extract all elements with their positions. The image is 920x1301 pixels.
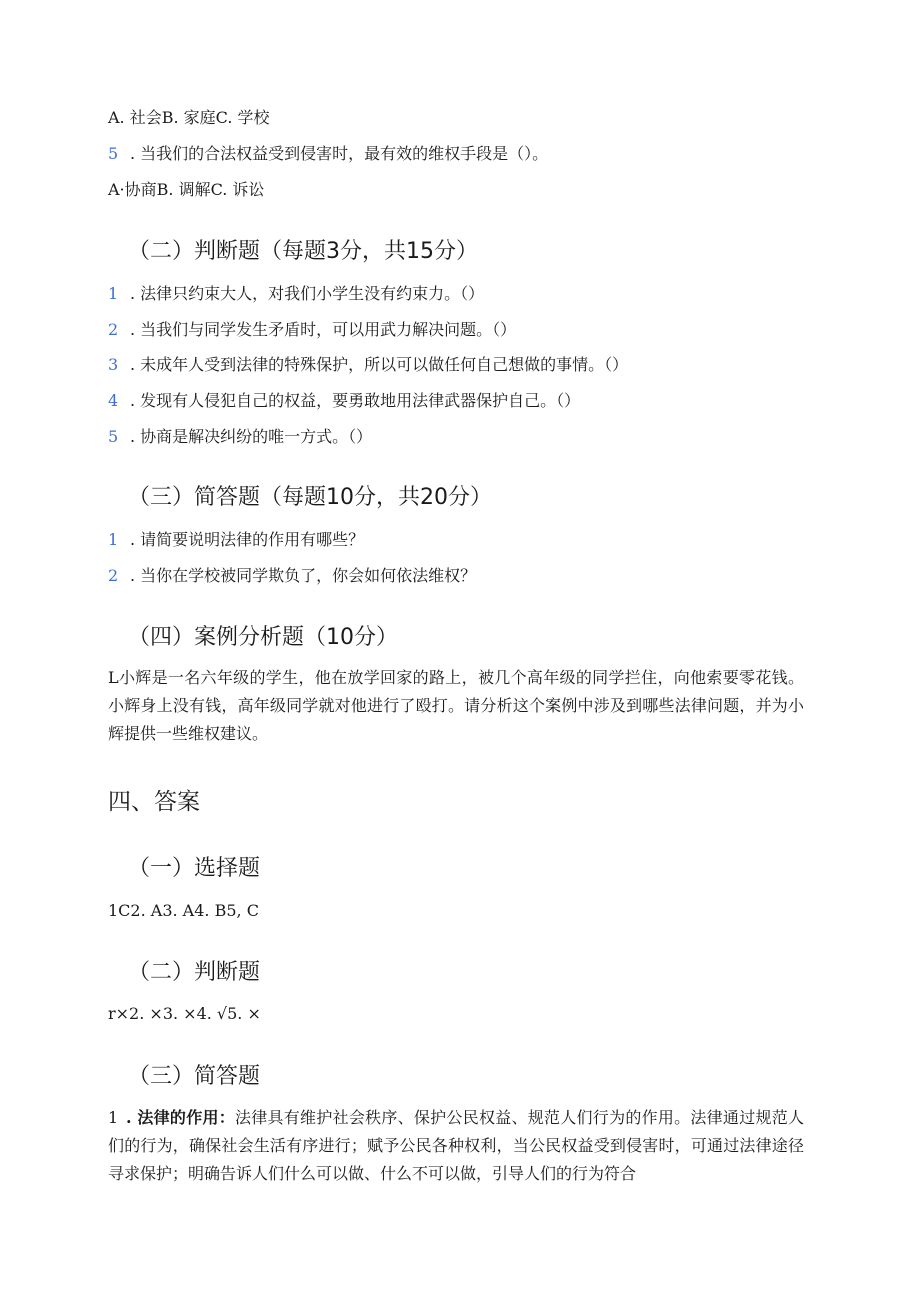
- question-text: . 当我们的合法权益受到侵害时，最有效的维权手段是（）。: [130, 144, 549, 163]
- question-text: . 未成年人受到法律的特殊保护，所以可以做任何自己想做的事情。（）: [130, 355, 629, 374]
- answers-title: 四、答案: [108, 789, 200, 815]
- section-judge-title: （二）判断题（每题3分，共15分）: [128, 239, 478, 264]
- question-number: 1: [108, 284, 119, 303]
- question-number: 1: [108, 530, 119, 549]
- answers-short-title: （三）简答题: [128, 1064, 261, 1089]
- question-number: 4: [108, 391, 119, 410]
- answers-short-item-1: [108, 1104, 804, 1188]
- question-number: 5: [108, 427, 119, 446]
- short-item-1: [108, 530, 364, 550]
- judge-item-1: [108, 284, 484, 304]
- judge-item-2: [108, 320, 516, 340]
- section-case-title: （四）案例分析题（10分）: [128, 625, 398, 650]
- choice-q4-options: A. 社会B. 家庭C. 学校: [108, 108, 270, 127]
- choice-q5: [108, 144, 548, 164]
- answers-choice-text: 1C2. A3. A4. B5, C: [108, 901, 259, 920]
- answer-text: 法律具有维护社会秩序、保护公民权益、规范人们行为的作用。法律通过规范人们的行为，确保社会生活有序进行；赋予公民各种权利，当公民权益受到侵害时，可通过法律途径寻求保护；明确告诉人们什么可以做、什么不可以做，引导人们的行为符合: [108, 1108, 804, 1183]
- question-text: . 协商是解决纠纷的唯一方式。（）: [130, 427, 373, 446]
- question-number: 2: [108, 320, 119, 339]
- choice-q5-options: A·协商B. 调解C. 诉讼: [108, 180, 265, 199]
- question-number: 5: [108, 144, 119, 163]
- short-item-2: [108, 566, 476, 586]
- question-number: 2: [108, 566, 119, 585]
- judge-item-3: [108, 355, 628, 375]
- answers-judge-text: r×2. ×3. ×4. √5. ×: [108, 1004, 261, 1023]
- answer-label: . 法律的作用：: [126, 1108, 235, 1127]
- question-text: . 发现有人侵犯自己的权益，要勇敢地用法律武器保护自己。（）: [130, 391, 581, 410]
- judge-item-4: [108, 391, 580, 411]
- question-text: . 请简要说明法律的作用有哪些？: [130, 530, 365, 549]
- question-text: . 当我们与同学发生矛盾时，可以用武力解决问题。（）: [130, 320, 517, 339]
- section-short-title: （三）简答题（每题10分，共20分）: [128, 485, 492, 510]
- question-text: . 法律只约束大人，对我们小学生没有约束力。（）: [130, 284, 485, 303]
- answers-choice-title: （一）选择题: [128, 856, 261, 881]
- answers-judge-title: （二）判断题: [128, 960, 261, 985]
- answer-number: 1: [108, 1108, 119, 1127]
- judge-item-5: [108, 427, 372, 447]
- question-number: 3: [108, 355, 119, 374]
- case-text: L小辉是一名六年级的学生，他在放学回家的路上，被几个高年级的同学拦住，向他索要零花钱。小辉身上没有钱，高年级同学就对他进行了殴打。请分析这个案例中涉及到哪些法律问题，并为小辉提供一些维权建议。: [108, 668, 804, 743]
- question-text: . 当你在学校被同学欺负了，你会如何依法维权？: [130, 566, 477, 585]
